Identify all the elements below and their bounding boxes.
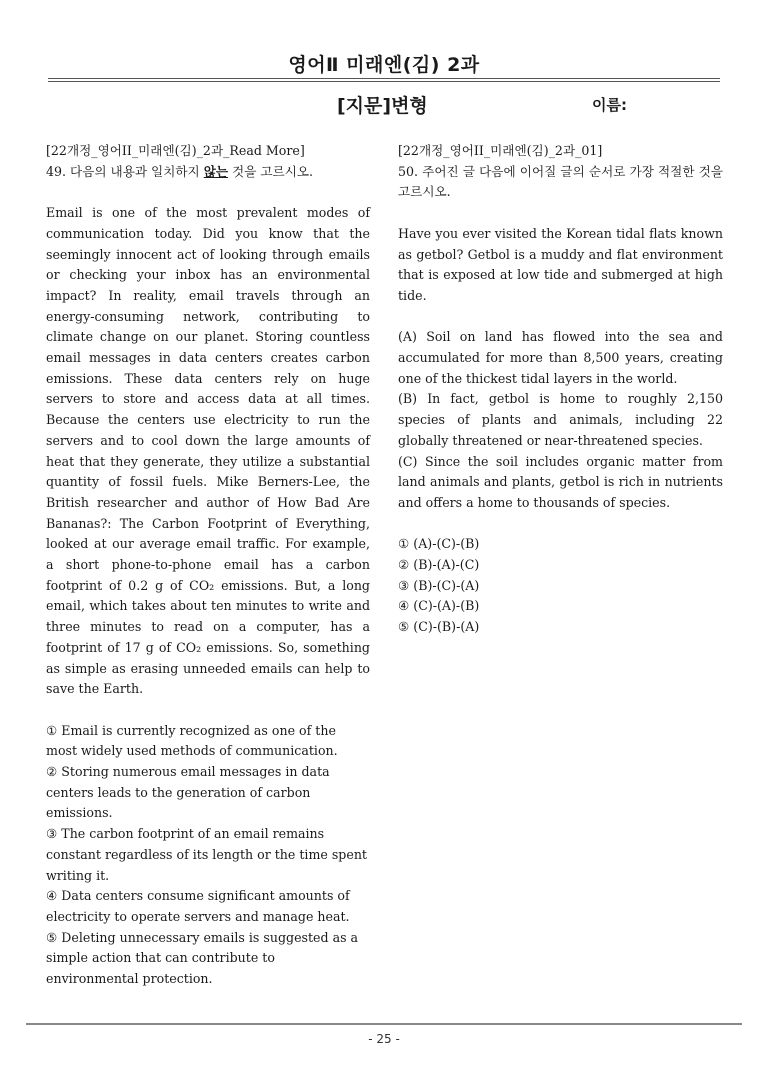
name-label: 이름: xyxy=(592,96,627,114)
question-50-choice-1: ① (A)-(C)-(B) xyxy=(398,536,480,552)
question-49-prompt-end: 것을 고르시오. xyxy=(228,163,314,179)
question-50-paragraph-b: (B) In fact, getbol is home to roughly 2,150 species of plants and animals, including 22 globally threatened or near-threatened species. xyxy=(398,391,723,448)
question-50-intro: Have you ever visited the Korean tidal flats known as getbol? Getbol is a muddy and flat environment that is exposed at low tide and submerged at high tide. xyxy=(398,225,723,303)
question-49-choice-1: ① Email is currently recognized as one of the most widely used methods of communication. xyxy=(46,722,338,759)
right-column xyxy=(398,141,723,638)
question-49-prompt xyxy=(46,162,370,183)
page-number: - 25 - xyxy=(368,1032,400,1046)
title-divider xyxy=(48,78,720,82)
question-49-choice-3: ③ The carbon footprint of an email remains constant regardless of its length or the time spent writing it. xyxy=(46,826,367,883)
footer-divider xyxy=(26,1023,742,1025)
question-49-choice-4: ④ Data centers consume significant amounts of electricity to operate servers and manage heat. xyxy=(46,888,350,924)
question-50-choice-5: ⑤ (C)-(B)-(A) xyxy=(398,619,480,635)
question-49-emphasis: 않는 xyxy=(203,163,229,179)
question-49-choice-2: ② Storing numerous email messages in data centers leads to the generation of carbon emissions. xyxy=(46,764,330,821)
question-50-paragraph-c: (C) Since the soil includes organic matter from land animals and plants, getbol is rich in nutrients and offers a home to thousands of species. xyxy=(398,453,723,510)
question-50-prompt: 50. 주어진 글 다음에 이어질 글의 순서로 가장 적절한 것을 고르시오. xyxy=(398,163,723,200)
left-column xyxy=(46,141,370,990)
question-49-prompt-start: 49. 다음의 내용과 일치하지 xyxy=(46,163,204,179)
question-50-source: [22개정_영어II_미래엔(김)_2과_01] xyxy=(398,143,603,158)
question-49-choice-5: ⑤ Deleting unnecessary emails is suggested as a simple action that can contribute to environmental protection. xyxy=(46,929,359,987)
question-50-choice-3: ③ (B)-(C)-(A) xyxy=(398,577,480,593)
page-title: 영어Ⅱ 미래엔(김) 2과 xyxy=(288,54,480,76)
question-50-choice-2: ② (B)-(A)-(C) xyxy=(398,557,480,573)
question-49-source: [22개정_영어II_미래엔(김)_2과_Read More] xyxy=(46,143,305,158)
question-50-choice-4: ④ (C)-(A)-(B) xyxy=(398,598,480,614)
question-50-paragraph-a: (A) Soil on land has flowed into the sea and accumulated for more than 8,500 years, creating one of the thickest tidal layers in the world. xyxy=(398,329,723,386)
question-49-passage: Email is one of the most prevalent modes of communication today. Did you know that the seemingly innocent act of looking through emails or checking your inbox has an environmental impact? In reality, email travels through an energy-consuming network, contributing to climate change on our planet. Storing countless email messages in data centers creates carbon emissions. These data centers rely on huge servers to store and access data at all times. Because the centers use electricity to run the servers and to cool down the large amounts of heat that they generate, they utilize a substantial quantity of fossil fuels. Mike Berners-Lee, the British researcher and author of How Bad Are Bananas?: The Carbon Footprint of Everything, looked at our average email traffic. For example, a short phone-to-phone email has a carbon footprint of 0.2 g of CO₂ emissions. But, a long email, which takes about ten minutes to write and three minutes to read on a computer, has a footprint of 17 g of CO₂ emissions. So, something as simple as erasing unneeded emails can help to save the Earth. xyxy=(46,205,370,697)
page-subtitle: [지문]변형 xyxy=(337,95,428,117)
